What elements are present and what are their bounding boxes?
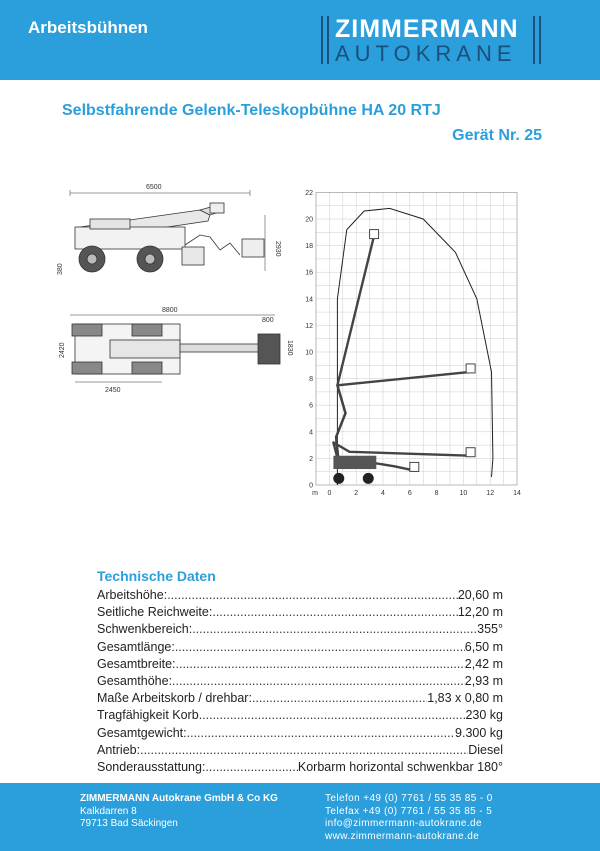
x-tick-label: 14	[513, 490, 521, 497]
spec-row	[97, 673, 503, 690]
basket-max-reach-low	[466, 448, 475, 457]
spec-leader	[175, 639, 465, 656]
x-tick-label: 6	[407, 490, 412, 497]
city: 79713 Bad Säckingen	[80, 818, 178, 829]
working-range-chart	[300, 175, 550, 505]
wheel-rear	[333, 473, 344, 484]
spec-label: Schwenkbereich:	[97, 622, 193, 637]
technical-drawing	[50, 175, 300, 415]
boom-max-height	[336, 238, 374, 464]
spec-row	[97, 621, 503, 638]
spec-leader	[212, 604, 457, 621]
y-tick-label: 18	[305, 243, 313, 251]
spec-label: Gesamtbreite:	[97, 656, 176, 671]
spec-value: 230 kg	[465, 708, 503, 723]
spec-value: 9.300 kg	[455, 725, 503, 740]
x-tick-label: 12	[486, 490, 495, 497]
top-view	[59, 307, 293, 394]
spec-leader	[176, 656, 465, 673]
spec-label: Gesamtlänge:	[97, 639, 175, 654]
spec-label: Gesamthöhe:	[97, 673, 173, 688]
basket-max-height	[370, 230, 379, 239]
address-block	[80, 793, 278, 831]
logo-bar-left-2	[327, 16, 329, 64]
dim-side-clearance: 380	[57, 263, 64, 275]
spec-value: Korbarm horizontal schwenkbar 180°	[297, 759, 503, 774]
contact-block	[325, 793, 493, 843]
company-logo	[319, 14, 545, 66]
spec-leader	[192, 621, 477, 638]
spec-value: 2,93 m	[464, 673, 503, 688]
spec-row	[97, 639, 503, 656]
y-tick-label: 4	[309, 429, 313, 437]
y-tick-label: 10	[305, 349, 313, 357]
side-view	[57, 184, 281, 275]
header-bar	[0, 0, 600, 80]
specs-heading: Technische Daten	[97, 568, 216, 584]
website-link[interactable]: www.zimmermann-autokrane.de	[325, 830, 480, 842]
dim-top-basket-length: 1830	[286, 340, 293, 356]
specs-list	[97, 587, 503, 776]
x-unit-label: m	[312, 490, 318, 497]
spec-label: Antrieb:	[97, 742, 141, 757]
x-tick-label: 8	[434, 490, 439, 497]
x-tick-label: 0	[327, 490, 332, 497]
spec-label: Gesamtgewicht:	[97, 725, 187, 740]
y-tick-label: 22	[305, 189, 313, 197]
dim-top-width: 2420	[59, 342, 66, 358]
y-tick-label: 14	[305, 296, 313, 304]
spec-row	[97, 690, 503, 707]
company-name: ZIMMERMANN Autokrane GmbH & Co KG	[80, 793, 278, 804]
dim-side-length: 6500	[146, 184, 162, 191]
y-tick-label: 20	[305, 216, 313, 224]
spec-label: Tragfähigkeit Korb	[97, 708, 199, 723]
dim-top-basket: 800	[262, 317, 274, 324]
working-envelope	[337, 208, 493, 485]
spec-leader	[205, 759, 297, 776]
logo-text-bottom: AUTOKRANE	[335, 41, 517, 66]
spec-value: 2,42 m	[464, 656, 503, 671]
x-tick-label: 10	[459, 490, 468, 497]
spec-row	[97, 587, 503, 604]
footer-bar	[0, 783, 600, 851]
chart-series	[333, 208, 493, 485]
dim-side-height: 2930	[274, 241, 281, 257]
spec-row	[97, 707, 503, 724]
spec-row	[97, 656, 503, 673]
y-tick-label: 12	[305, 322, 313, 330]
spec-leader	[252, 690, 427, 707]
y-tick-label: 2	[309, 455, 313, 463]
spec-label: Seitliche Reichweite:	[97, 605, 213, 620]
x-tick-label: 4	[381, 490, 385, 497]
logo-bar-right	[533, 16, 535, 64]
wheel-front	[363, 473, 374, 484]
email-link[interactable]: info@zimmermann-autokrane.de	[325, 818, 482, 829]
logo-bar-left	[321, 16, 323, 64]
chassis-body	[333, 456, 376, 469]
spec-value: Diesel	[468, 742, 503, 757]
x-tick-label: 2	[354, 490, 359, 497]
basket-max-reach-high	[466, 364, 475, 373]
spec-row	[97, 604, 503, 621]
dim-top-length: 8800	[162, 307, 178, 314]
spec-leader	[187, 725, 455, 742]
spec-value: 6,50 m	[464, 639, 503, 654]
spec-row	[97, 759, 503, 776]
basket-stowed	[410, 462, 419, 471]
technical-data	[97, 568, 503, 776]
spec-row	[97, 742, 503, 759]
y-tick-label: 6	[309, 402, 313, 410]
spec-label: Arbeitshöhe:	[97, 588, 168, 602]
spec-label: Maße Arbeitskorb / drehbar:	[97, 691, 252, 706]
spec-leader	[172, 673, 465, 690]
spec-value: 20,60 m	[457, 588, 503, 602]
category-title: Arbeitsbühnen	[28, 18, 148, 37]
unit-number: Gerät Nr. 25	[452, 127, 542, 144]
spec-label: Sonderausstattung:	[97, 759, 206, 774]
spec-leader	[140, 742, 468, 759]
fax: Telefax +49 (0) 7761 / 55 35 85 - 5	[325, 805, 493, 817]
spec-value: 355°	[477, 622, 503, 637]
spec-value: 12,20 m	[457, 605, 503, 620]
spec-leader	[167, 587, 458, 604]
phone: Telefon +49 (0) 7761 / 55 35 85 - 0	[325, 793, 493, 804]
product-title: Selbstfahrende Gelenk-Teleskopbühne HA 20 RTJ	[62, 102, 441, 119]
spec-leader	[199, 707, 466, 724]
spec-row	[97, 725, 503, 742]
dim-top-wheelbase: 2450	[105, 387, 121, 394]
spec-value: 1,83 x 0,80 m	[427, 691, 503, 706]
logo-bar-right-2	[539, 16, 541, 64]
y-tick-label: 8	[309, 376, 313, 384]
y-tick-label: 16	[305, 269, 313, 277]
street: Kalkdarren 8	[80, 805, 137, 817]
logo-text-top: ZIMMERMANN	[335, 15, 519, 43]
y-tick-label: 0	[309, 482, 313, 490]
